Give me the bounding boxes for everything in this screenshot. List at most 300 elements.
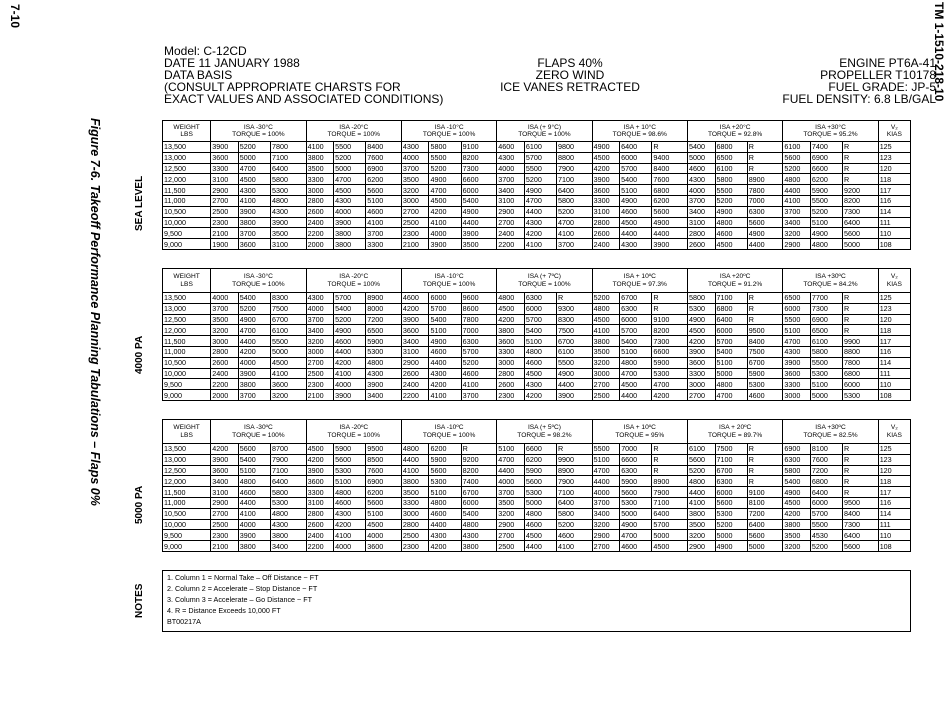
table-cell: 110 (878, 228, 910, 239)
table-cell: 9,500 (163, 228, 211, 239)
table-cell: 3000 (401, 508, 429, 519)
table-cell: 5000 (843, 239, 879, 250)
table-cell: 4700 (620, 368, 652, 379)
table-cell: 3400 (211, 476, 239, 487)
table-cell: 4600 (401, 293, 429, 304)
table-cell: R (652, 293, 688, 304)
table-cell: 4200 (429, 379, 461, 390)
table-cell: 5800 (715, 174, 747, 185)
table-cell: 5400 (429, 314, 461, 325)
altitude-side-label: SEA LEVEL (134, 175, 145, 231)
table-cell: R (843, 465, 879, 476)
table-cell: 4500 (592, 152, 620, 163)
table-cell: 4500 (306, 444, 334, 455)
table-cell: 10,000 (163, 217, 211, 228)
table-cell: 6200 (429, 444, 461, 455)
table-cell: R (747, 293, 783, 304)
table-cell: 4800 (715, 379, 747, 390)
table-cell: 4700 (238, 325, 270, 336)
table-cell: 9500 (366, 444, 402, 455)
table-cell: 7500 (270, 303, 306, 314)
table-cell: 3800 (334, 239, 366, 250)
table-cell: 5700 (334, 293, 366, 304)
table-row (163, 195, 911, 206)
table-cell: 2200 (211, 379, 239, 390)
table-cell: 13,000 (163, 303, 211, 314)
table-cell: 5600 (334, 454, 366, 465)
table-row (163, 163, 911, 174)
page-number: 7-10 (8, 4, 22, 29)
table-cell: 4100 (461, 379, 497, 390)
table-cell: 4400 (461, 217, 497, 228)
table-cell: 2800 (306, 508, 334, 519)
table-cell: 5200 (810, 206, 842, 217)
table-cell: 5000 (620, 508, 652, 519)
table-row (163, 530, 911, 541)
table-cell: 110 (878, 379, 910, 390)
table-cell: 3700 (238, 228, 270, 239)
table-cell: 4400 (429, 357, 461, 368)
table-cell: 5800 (783, 465, 811, 476)
table-cell: 4000 (334, 379, 366, 390)
table-cell: 4000 (238, 357, 270, 368)
table-cell: 12,000 (163, 325, 211, 336)
table-cell: 2600 (211, 357, 239, 368)
table-cell: 3500 (783, 530, 811, 541)
table-cell: 5100 (238, 465, 270, 476)
table-cell: 3500 (497, 497, 525, 508)
table-cell: 2300 (497, 390, 525, 401)
table-row (163, 379, 911, 390)
table-cell: 7300 (810, 303, 842, 314)
table-cell: 4200 (401, 303, 429, 314)
table-cell: 6400 (843, 217, 879, 228)
table-cell: 5500 (429, 152, 461, 163)
table-cell: 3600 (270, 379, 306, 390)
table-cell: 4500 (524, 368, 556, 379)
table-row (163, 217, 911, 228)
table-cell: 3700 (211, 303, 239, 314)
table-cell: 4500 (715, 239, 747, 250)
table-cell: 4400 (238, 497, 270, 508)
table-cell: 3700 (592, 497, 620, 508)
table-cell: 3900 (783, 357, 811, 368)
table-cell: 4600 (238, 487, 270, 498)
table-cell: 9100 (461, 142, 497, 153)
table-cell: 5000 (715, 530, 747, 541)
table-cell: 4300 (524, 379, 556, 390)
table-cell: 2700 (592, 541, 620, 552)
table-cell: 5400 (461, 508, 497, 519)
table-cell: 3900 (652, 239, 688, 250)
table-cell: 3800 (461, 541, 497, 552)
table-cell: 2500 (211, 519, 239, 530)
table-cell: 2900 (211, 185, 239, 196)
table-cell: 5000 (652, 530, 688, 541)
table-cell: 108 (878, 541, 910, 552)
table-cell: 11,500 (163, 336, 211, 347)
isa-group-header: ISA +20°C TORQUE = 92.8% (687, 121, 782, 142)
table-cell: 3600 (687, 357, 715, 368)
table-cell: R (843, 454, 879, 465)
v2-header: V₂ KIAS (878, 420, 910, 444)
table-cell: 4200 (211, 444, 239, 455)
table-cell: 3700 (401, 163, 429, 174)
table-cell: 2900 (783, 239, 811, 250)
table-section (162, 120, 911, 250)
table-cell: 3600 (592, 185, 620, 196)
table-cell: 4200 (334, 357, 366, 368)
table-cell: 3500 (401, 174, 429, 185)
table-cell: 4400 (238, 336, 270, 347)
table-cell: 2300 (211, 217, 239, 228)
table-cell: 3800 (783, 519, 811, 530)
table-cell: 8000 (366, 303, 402, 314)
table-cell: 4400 (620, 228, 652, 239)
table-cell: 116 (878, 195, 910, 206)
table-cell: 4300 (401, 142, 429, 153)
table-cell: 4100 (592, 325, 620, 336)
table-cell: 4000 (334, 206, 366, 217)
table-cell: 4800 (592, 303, 620, 314)
table-cell: 4900 (747, 228, 783, 239)
table-cell: 3900 (238, 530, 270, 541)
table-cell: 5100 (592, 454, 620, 465)
table-cell: 3000 (211, 336, 239, 347)
table-cell: 6300 (715, 476, 747, 487)
table-cell: 4500 (524, 530, 556, 541)
table-cell: 4800 (366, 357, 402, 368)
table-cell: 2700 (211, 508, 239, 519)
table-cell: 2700 (592, 379, 620, 390)
table-cell: 4400 (783, 185, 811, 196)
table-cell: 7700 (810, 293, 842, 304)
table-cell: 7500 (556, 325, 592, 336)
table-cell: 3900 (461, 228, 497, 239)
table-cell: 114 (878, 357, 910, 368)
weight-header: WEIGHT LBS (163, 420, 211, 444)
table-cell: 6800 (810, 476, 842, 487)
table-cell: 4700 (334, 174, 366, 185)
table-cell: 5600 (620, 487, 652, 498)
table-cell: R (747, 303, 783, 314)
table-cell: 3000 (401, 195, 429, 206)
table-cell: 3000 (306, 346, 334, 357)
table-cell: 5500 (715, 185, 747, 196)
table-cell: 4300 (497, 152, 525, 163)
table-cell: 5500 (556, 357, 592, 368)
table-row (163, 303, 911, 314)
table-cell: 9900 (556, 454, 592, 465)
table-cell: 4900 (652, 217, 688, 228)
table-cell: 5200 (429, 163, 461, 174)
isa-group-header: ISA -10°C TORQUE = 100% (401, 269, 496, 293)
table-cell: 5300 (810, 368, 842, 379)
table-cell: 4200 (238, 346, 270, 357)
table-cell: 7300 (843, 206, 879, 217)
table-cell: 125 (878, 142, 910, 153)
table-cell: 5500 (783, 314, 811, 325)
table-cell: 4500 (270, 357, 306, 368)
table-cell: 5800 (429, 142, 461, 153)
table-cell: 5900 (366, 336, 402, 347)
table-cell: R (843, 293, 879, 304)
table-row (163, 314, 911, 325)
table-cell: 9200 (843, 185, 879, 196)
table-cell: 2500 (592, 390, 620, 401)
table-cell: 8300 (556, 314, 592, 325)
table-cell: R (843, 152, 879, 163)
table-cell: 6100 (270, 325, 306, 336)
table-cell: 4000 (687, 185, 715, 196)
table-cell: R (747, 152, 783, 163)
table-row (163, 346, 911, 357)
table-cell: 3600 (211, 465, 239, 476)
table-cell: 2900 (687, 541, 715, 552)
table-cell: 5000 (747, 541, 783, 552)
table-cell: 2700 (497, 217, 525, 228)
header-right (782, 57, 936, 105)
table-row (163, 142, 911, 153)
note-line: 1. Column 1 = Normal Take – Off Distance ~ FT (167, 573, 319, 582)
table-cell: 2500 (306, 368, 334, 379)
table-cell: 6700 (461, 487, 497, 498)
isa-group-header: ISA +20ºC TORQUE = 91.2% (687, 269, 782, 293)
header-middle-line: FLAPS 40% (537, 56, 603, 70)
header-left-line: Model: C-12CD (164, 44, 247, 58)
table-cell: 5600 (429, 465, 461, 476)
table-cell: 5000 (810, 390, 842, 401)
table-cell: 6000 (524, 303, 556, 314)
table-cell: 5500 (524, 163, 556, 174)
table-row (163, 174, 911, 185)
table-cell: 4700 (620, 530, 652, 541)
table-cell: 5400 (620, 174, 652, 185)
table-cell: 3800 (238, 217, 270, 228)
table-cell: 4500 (497, 303, 525, 314)
table-cell: 3500 (687, 519, 715, 530)
table-cell: 6600 (461, 174, 497, 185)
header-middle (490, 57, 650, 93)
table-cell: 5400 (334, 303, 366, 314)
table-cell: 7100 (652, 497, 688, 508)
table-cell: 4200 (429, 206, 461, 217)
table-cell: 5300 (715, 508, 747, 519)
table-cell: 120 (878, 314, 910, 325)
table-cell: 4500 (334, 185, 366, 196)
table-cell: 4800 (783, 174, 811, 185)
table-cell: 6500 (366, 325, 402, 336)
table-cell: 6000 (715, 325, 747, 336)
isa-group-header: ISA (+ 7ºC) TORQUE = 100% (497, 269, 592, 293)
table-cell: 4800 (270, 508, 306, 519)
table-cell: 4700 (652, 379, 688, 390)
table-cell: R (747, 444, 783, 455)
table-cell: 8800 (556, 152, 592, 163)
table-cell: 4200 (306, 454, 334, 465)
header-left-line: DATE 11 JANUARY 1988 (164, 56, 300, 70)
table-cell: 3700 (306, 314, 334, 325)
header-left-line: (CONSULT APPROPRIATE CHARSTS FOR (164, 80, 401, 94)
table-cell: 4100 (270, 368, 306, 379)
table-cell: 5100 (810, 217, 842, 228)
table-cell: 4000 (306, 303, 334, 314)
table-cell: 5000 (715, 368, 747, 379)
table-cell: 10,500 (163, 206, 211, 217)
table-cell: 4700 (556, 217, 592, 228)
table-cell: 7500 (747, 346, 783, 357)
table-cell: 7500 (715, 444, 747, 455)
table-cell: 4600 (461, 368, 497, 379)
table-cell: 5500 (810, 519, 842, 530)
table-cell: 2400 (306, 217, 334, 228)
table-cell: 4400 (556, 379, 592, 390)
table-cell: 5400 (524, 325, 556, 336)
table-cell: 2600 (592, 228, 620, 239)
table-cell: 9900 (843, 336, 879, 347)
table-cell: 4900 (687, 314, 715, 325)
table-header-row (163, 420, 911, 444)
table-cell: 8200 (652, 325, 688, 336)
table-cell: 5400 (238, 293, 270, 304)
table-cell: 4300 (429, 530, 461, 541)
isa-group-header: ISA -30ºC TORQUE = 100% (211, 420, 306, 444)
table-cell: 2200 (306, 541, 334, 552)
isa-group-header: ISA -20ºC TORQUE = 100% (306, 420, 401, 444)
table-cell: R (747, 142, 783, 153)
table-cell: 5300 (366, 346, 402, 357)
table-cell: 3200 (783, 541, 811, 552)
table-cell: 4100 (334, 368, 366, 379)
isa-group-header: ISA -20°C TORQUE = 100% (306, 121, 401, 142)
table-cell: 4500 (620, 379, 652, 390)
table-cell: 5300 (270, 185, 306, 196)
table-cell: 11,000 (163, 497, 211, 508)
table-cell: 5300 (429, 476, 461, 487)
table-cell: 4600 (556, 530, 592, 541)
table-cell: 4200 (592, 163, 620, 174)
table-cell: 4800 (334, 487, 366, 498)
table-cell: 3200 (783, 228, 811, 239)
table-cell: 7100 (556, 487, 592, 498)
table-row (163, 239, 911, 250)
table-cell: 4100 (783, 195, 811, 206)
table-cell: 5800 (687, 293, 715, 304)
table-cell: 5300 (747, 379, 783, 390)
table-cell: 3000 (783, 390, 811, 401)
table-cell: 7800 (270, 142, 306, 153)
table-cell: 4900 (429, 174, 461, 185)
table-cell: 4900 (556, 368, 592, 379)
isa-group-header: ISA -30°C TORQUE = 100% (211, 121, 306, 142)
table-cell: 4900 (461, 206, 497, 217)
table-cell: R (652, 465, 688, 476)
table-cell: 3700 (238, 390, 270, 401)
table-cell: 6100 (783, 142, 811, 153)
table-cell: 4800 (461, 519, 497, 530)
table-cell: 6700 (620, 293, 652, 304)
table-cell: 6000 (461, 497, 497, 508)
isa-group-header: ISA +30ºC TORQUE = 82.5% (783, 420, 878, 444)
table-cell: 3600 (401, 325, 429, 336)
table-cell: 7600 (652, 174, 688, 185)
table-cell: 5500 (592, 444, 620, 455)
table-cell: 6400 (747, 519, 783, 530)
table-cell: 8900 (652, 476, 688, 487)
table-cell: 5400 (461, 195, 497, 206)
table-cell: 3500 (592, 346, 620, 357)
table-cell: 4300 (687, 174, 715, 185)
table-cell: 2100 (401, 239, 429, 250)
table-cell: 4400 (620, 390, 652, 401)
table-cell: 3900 (429, 239, 461, 250)
table-cell: 2400 (497, 228, 525, 239)
table-cell: 7200 (810, 465, 842, 476)
table-cell: 3200 (592, 519, 620, 530)
table-cell: R (747, 454, 783, 465)
notes-side-label: NOTES (134, 583, 145, 619)
table-cell: R (843, 314, 879, 325)
altitude-side-label: 4000 PA (134, 335, 145, 375)
table-cell: 3400 (306, 325, 334, 336)
table-cell: 4400 (334, 346, 366, 357)
table-row (163, 152, 911, 163)
table-cell: 108 (878, 390, 910, 401)
table-cell: 4700 (783, 336, 811, 347)
table-cell: R (747, 314, 783, 325)
table-cell: 5100 (429, 325, 461, 336)
table-cell: R (747, 476, 783, 487)
table-cell: 5600 (843, 541, 879, 552)
table-cell: 3200 (270, 390, 306, 401)
table-cell: 4900 (620, 195, 652, 206)
table-cell: 7800 (461, 314, 497, 325)
table-cell: 3700 (783, 206, 811, 217)
table-cell: 12,500 (163, 163, 211, 174)
table-cell: 5500 (810, 357, 842, 368)
table-cell: 9100 (652, 314, 688, 325)
table-cell: 2900 (401, 357, 429, 368)
table-cell: 4200 (783, 508, 811, 519)
table-cell: 2400 (211, 368, 239, 379)
table-cell: 6400 (715, 314, 747, 325)
table-cell: 3000 (497, 357, 525, 368)
table-cell: 6400 (556, 497, 592, 508)
table-cell: 6400 (270, 476, 306, 487)
table-cell: 3300 (687, 368, 715, 379)
table-cell: 4900 (429, 336, 461, 347)
table-cell: 4600 (334, 497, 366, 508)
table-cell: 12,500 (163, 465, 211, 476)
table-cell: 7100 (556, 174, 592, 185)
table-cell: 9,500 (163, 530, 211, 541)
table-cell: 5800 (556, 508, 592, 519)
table-cell: 5300 (270, 497, 306, 508)
table-cell: 4100 (556, 541, 592, 552)
table-cell: R (843, 163, 879, 174)
table-cell: 3100 (401, 346, 429, 357)
table-cell: 2400 (306, 530, 334, 541)
table-cell: 8400 (652, 163, 688, 174)
table-cell: 4100 (366, 217, 402, 228)
header-right-line: ENGINE PT6A-41 (839, 56, 936, 70)
table-cell: 11,500 (163, 185, 211, 196)
table-cell: R (461, 444, 497, 455)
table-cell: 4300 (429, 368, 461, 379)
table-cell: 7900 (652, 487, 688, 498)
table-cell: 6600 (524, 444, 556, 455)
table-cell: 4600 (429, 346, 461, 357)
